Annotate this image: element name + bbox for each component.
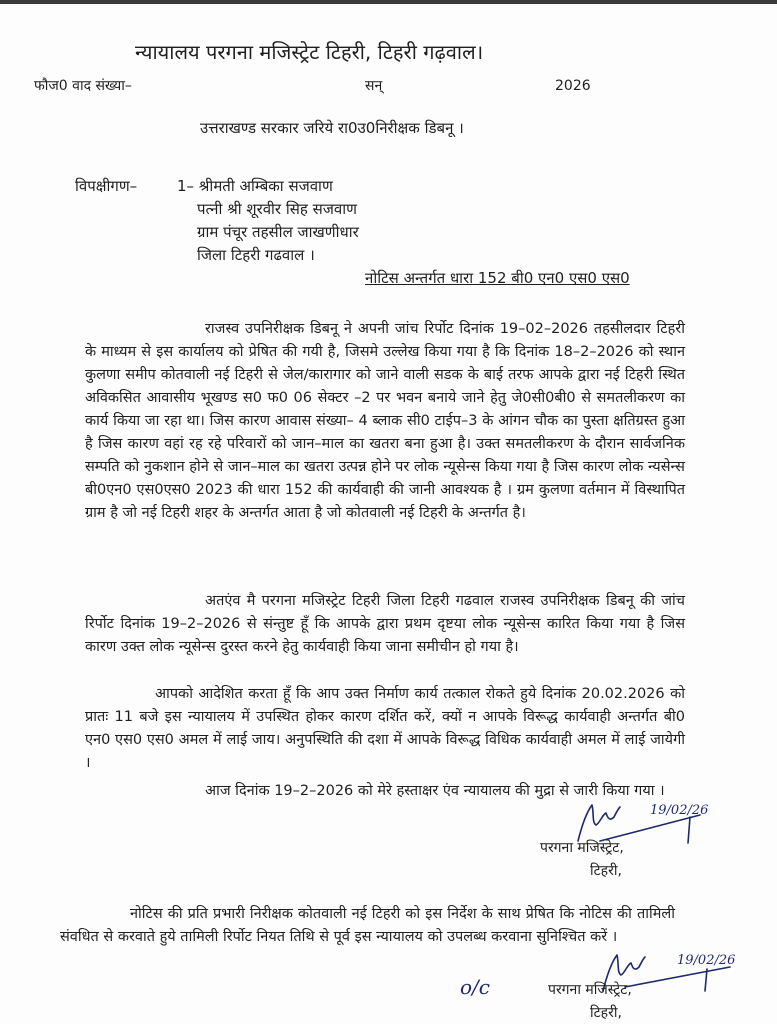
body-paragraph-1 [85,318,685,525]
handwritten-date: 19/02/26 [650,803,709,818]
paragraph-text: अतएंव मै परगना मजिस्ट्रेट टिहरी जिला टिहरी गढवाल राजस्व उपनिरीक्षक डिबनू की जांच रिर्पोट दिनांक 19–2–2026 से संन्तुष्ट हूँ कि आपके द्वारा प्रथम दृष्टया लोक न्यूसेन्स कारित किया गया है जिस कारण उक्त लोक न्यूसेन्स दुरस्त करने हेतु कार्यवाही किया जाना समीचीन हो गया है। [85,593,685,655]
respondent-line: जिला टिहरी गढवाल । [197,246,315,264]
paragraph-text: आपको आदेशित करता हूँ कि आप उक्त निर्माण कार्य तत्काल रोकते हुये दिनांक 20.02.2026 को प्रातः 11 बजे इस न्यायालय में उपस्थित होकर कारण दर्शित करें, क्यों न आपके विरूद्ध कार्यवाही अन्तर्गत बी0 एन0 एस0 एस0 अमल में लाई जाय। अनुपस्थिति की दशा में आपके विरूद्ध विधिक कार्यवाही अमल में लाई जायेगी । [85,686,685,771]
signatory-title: परगना मजिस्ट्रेट, [548,982,632,998]
paragraph-text: नोटिस की प्रति प्रभारी निरीक्षक कोतवाली नई टिहरी को इस निर्देश के साथ प्रेषित कि नोटिस की तामिली संवधित से करवाते हुये तामिली रिर्पोट नियत तिथि से पूर्व इस न्यायालय को उपलब्ध करवाना सुनिश्चित करें । [60,906,675,945]
respondent-line: 1– श्रीमती अम्बिका सजवाण [177,177,333,195]
respondent-line: पत्नी श्री शूरवीर सिह सजवाण [197,200,357,218]
court-title: न्यायालय परगना मजिस्ट्रेट टिहरी, टिहरी गढ़वाल। [135,40,484,64]
notice-heading: नोटिस अन्तर्गत धारा 152 बी0 एन0 एस0 एस0 [365,269,630,287]
photo-top-edge [0,0,777,4]
copy-forwarding-note [60,903,675,949]
paragraph-text: आज दिनांक 19–2–2026 को मेरे हस्ताक्षर एंव न्यायालय की मुद्रा से जारी किया गया । [205,783,665,799]
body-paragraph-3 [85,683,685,775]
body-paragraph-2 [85,590,685,659]
year-label: सन् [365,78,383,94]
signatory-place: टिहरी, [590,863,622,879]
signatory-title: परगना मजिस्ट्रेट, [540,840,624,856]
case-number-label: फौज0 वाद संख्या– [34,78,132,94]
respondent-label: विपक्षीगण– [75,177,138,195]
signatory-place: टिहरी, [590,1005,622,1021]
party-line: उत्तराखण्ड सरकार जरिये रा0उ0निरीक्षक डिबनू । [200,119,464,137]
handwritten-mark: o/c [460,975,490,999]
year-value: 2026 [555,78,591,94]
respondent-line: ग्राम पंचूर तहसील जाखणीधार [197,223,359,241]
paragraph-text: राजस्व उपनिरीक्षक डिबनू ने अपनी जांच रिर्पोट दिनांक 19–02–2026 तहसीलदार टिहरी के माध्यम से इस कार्यालय को प्रेषित की गयी है, जिसमे उल्लेख किया गया है कि दिनांक 18–2–2026 को स्थान कुलणा समीप कोतवाली नई टिहरी से जेल/कारागार को जाने वाली सडक के बाई तरफ आपके द्वारा नई टिहरी स्थित अविकसित आवासीय भूखण्ड स0 फ0 06 सेक्टर –2 पर भवन बनाये जाने हेतु जे0सी0बी0 से समतलीकरण का कार्य किया जा रहा था। जिस कारण आवास संख्या– 4 ब्लाक सी0 टाईप–3 के आंगन चौक का पुस्ता क्षतिग्रस्त हुआ है जिस कारण वहां रह रहे परिवारों को जान–माल का खतरा बना हुआ है। उक्त समतलीकरण के दौरान सार्वजनिक सम्पति को नुकशान होने से जान–माल का खतरा उत्पन्न होने पर लोक न्यूसेन्स किया गया है जिस कारण लोक न्यसेन्स बी0एन0 एस0एस0 2023 की धारा 152 की कार्यवाही की जानी आवश्यक है । ग्रम कुलणा वर्तमान में विस्थापित ग्राम है जो नई टिहरी शहर के अन्तर्गत आता है जो कोतवाली नई टिहरी के अन्तर्गत है। [85,321,685,521]
handwritten-date: 19/02/26 [677,953,736,968]
